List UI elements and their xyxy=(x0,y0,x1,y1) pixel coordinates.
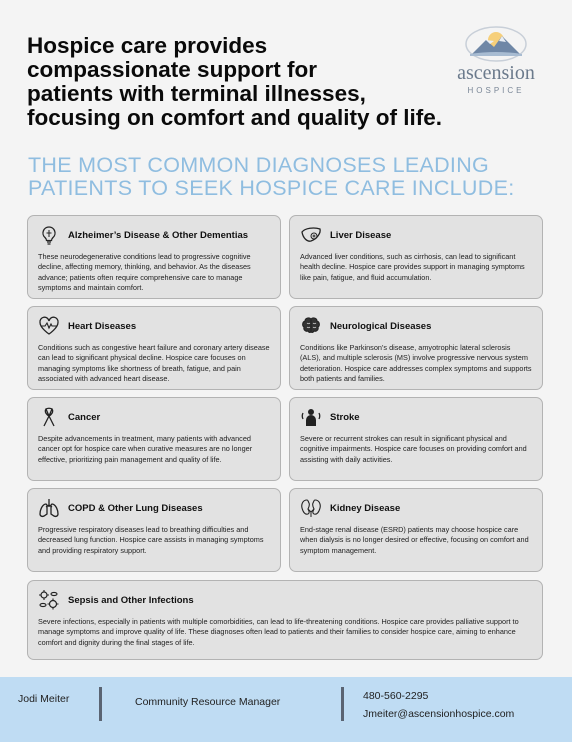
card-stroke xyxy=(289,397,543,481)
card-copd-lung-diseases xyxy=(27,488,281,572)
card-text: Conditions such as congestive heart failure and coronary artery disease can lead to significant physical decline. Hospice care focuses on managing symptoms like shortness of breath, fatigue, and pain associated with advanced heart disease. xyxy=(38,343,270,384)
card-heart-diseases xyxy=(27,306,281,390)
card-title: Neurological Diseases xyxy=(330,320,432,332)
card-text: Severe infections, especially in patients with multiple comorbidities, can lead to life-threatening conditions. Hospice care provides palliative support to manage symptoms and improve quality of life. These diagnoses often lead to patients and their families to consider hospice care, aiming to enhance comfort and dignity during the final stages of life. xyxy=(38,617,519,647)
card-title: Heart Diseases xyxy=(68,320,137,332)
lungs-icon xyxy=(38,497,60,519)
headline: Hospice care provides compassionate support for patients with terminal illnesses, focusing on comfort and quality of life. xyxy=(27,33,442,130)
card-text: These neurodegenerative conditions lead to progressive cognitive decline, affecting memory, thinking, and behavior. As the diseases advance; patients often require comprehensive care to manage symptoms and maintain comfort. xyxy=(38,252,251,293)
card-liver-disease xyxy=(289,215,543,299)
card-title: Sepsis and Other Infections xyxy=(68,594,194,606)
germs-icon xyxy=(38,589,60,611)
ascension-hospice-logo xyxy=(442,20,550,100)
stroke-person-icon xyxy=(300,406,322,428)
card-alzheimers xyxy=(27,215,281,299)
heartbeat-icon xyxy=(38,315,60,337)
liver-icon xyxy=(300,224,322,246)
card-kidney-disease xyxy=(289,488,543,572)
card-sepsis-infections xyxy=(27,580,543,660)
card-text: Advanced liver conditions, such as cirrhosis, can lead to significant health decline. Hospice care provides support in managing symptoms like pain, fatigue, and fluid accumulation. xyxy=(300,252,525,282)
lightbulb-brain-icon xyxy=(38,224,60,246)
contact-role: Community Resource Manager xyxy=(135,696,281,708)
contact-name: Jodi Meiter xyxy=(18,693,70,705)
footer-divider xyxy=(99,687,102,721)
card-text: Severe or recurrent strokes can result in significant physical and cognitive impairments. Hospice care focuses on providing comfort and assisting with daily activities. xyxy=(300,434,527,464)
contact-phone[interactable]: 480-560-2295 xyxy=(363,690,429,702)
logo-tagline: HOSPICE xyxy=(467,86,525,95)
brain-icon xyxy=(300,315,322,337)
card-title: Cancer xyxy=(68,411,101,423)
logo-wordmark: ascension xyxy=(457,62,535,84)
mountain-sunrise-icon xyxy=(442,20,550,62)
subheading: THE MOST COMMON DIAGNOSES LEADING PATIENTS TO SEEK HOSPICE CARE INCLUDE: xyxy=(28,153,515,200)
card-text: Conditions like Parkinson’s disease, amyotrophic lateral sclerosis (ALS), and multiple sclerosis (MS) involve progressive nervous system deterioration. Hospice care addresses complex symptoms and supports both patients and families. xyxy=(300,343,532,384)
contact-email[interactable]: Jmeiter@ascensionhospice.com xyxy=(363,708,515,720)
card-title: COPD & Other Lung Diseases xyxy=(68,502,203,514)
card-title: Kidney Disease xyxy=(330,502,401,514)
card-title: Stroke xyxy=(330,411,360,423)
kidneys-icon xyxy=(300,497,322,519)
card-text: End-stage renal disease (ESRD) patients may choose hospice care when dialysis is no longer desired or effective, focusing on comfort and symptom management. xyxy=(300,525,529,555)
card-text: Despite advancements in treatment, many patients with advanced cancer opt for hospice care when curative measures are no longer effective, prioritizing pain management and quality of life. xyxy=(38,434,253,464)
card-neurological-diseases xyxy=(289,306,543,390)
card-title: Alzheimer’s Disease & Other Dementias xyxy=(68,229,249,241)
card-title: Liver Disease xyxy=(330,229,392,241)
card-cancer xyxy=(27,397,281,481)
footer-divider xyxy=(341,687,344,721)
card-text: Progressive respiratory diseases lead to breathing difficulties and decreased lung function. Hospice care assists in managing symptoms and providing respiratory support. xyxy=(38,525,264,555)
awareness-ribbon-icon xyxy=(38,406,60,428)
